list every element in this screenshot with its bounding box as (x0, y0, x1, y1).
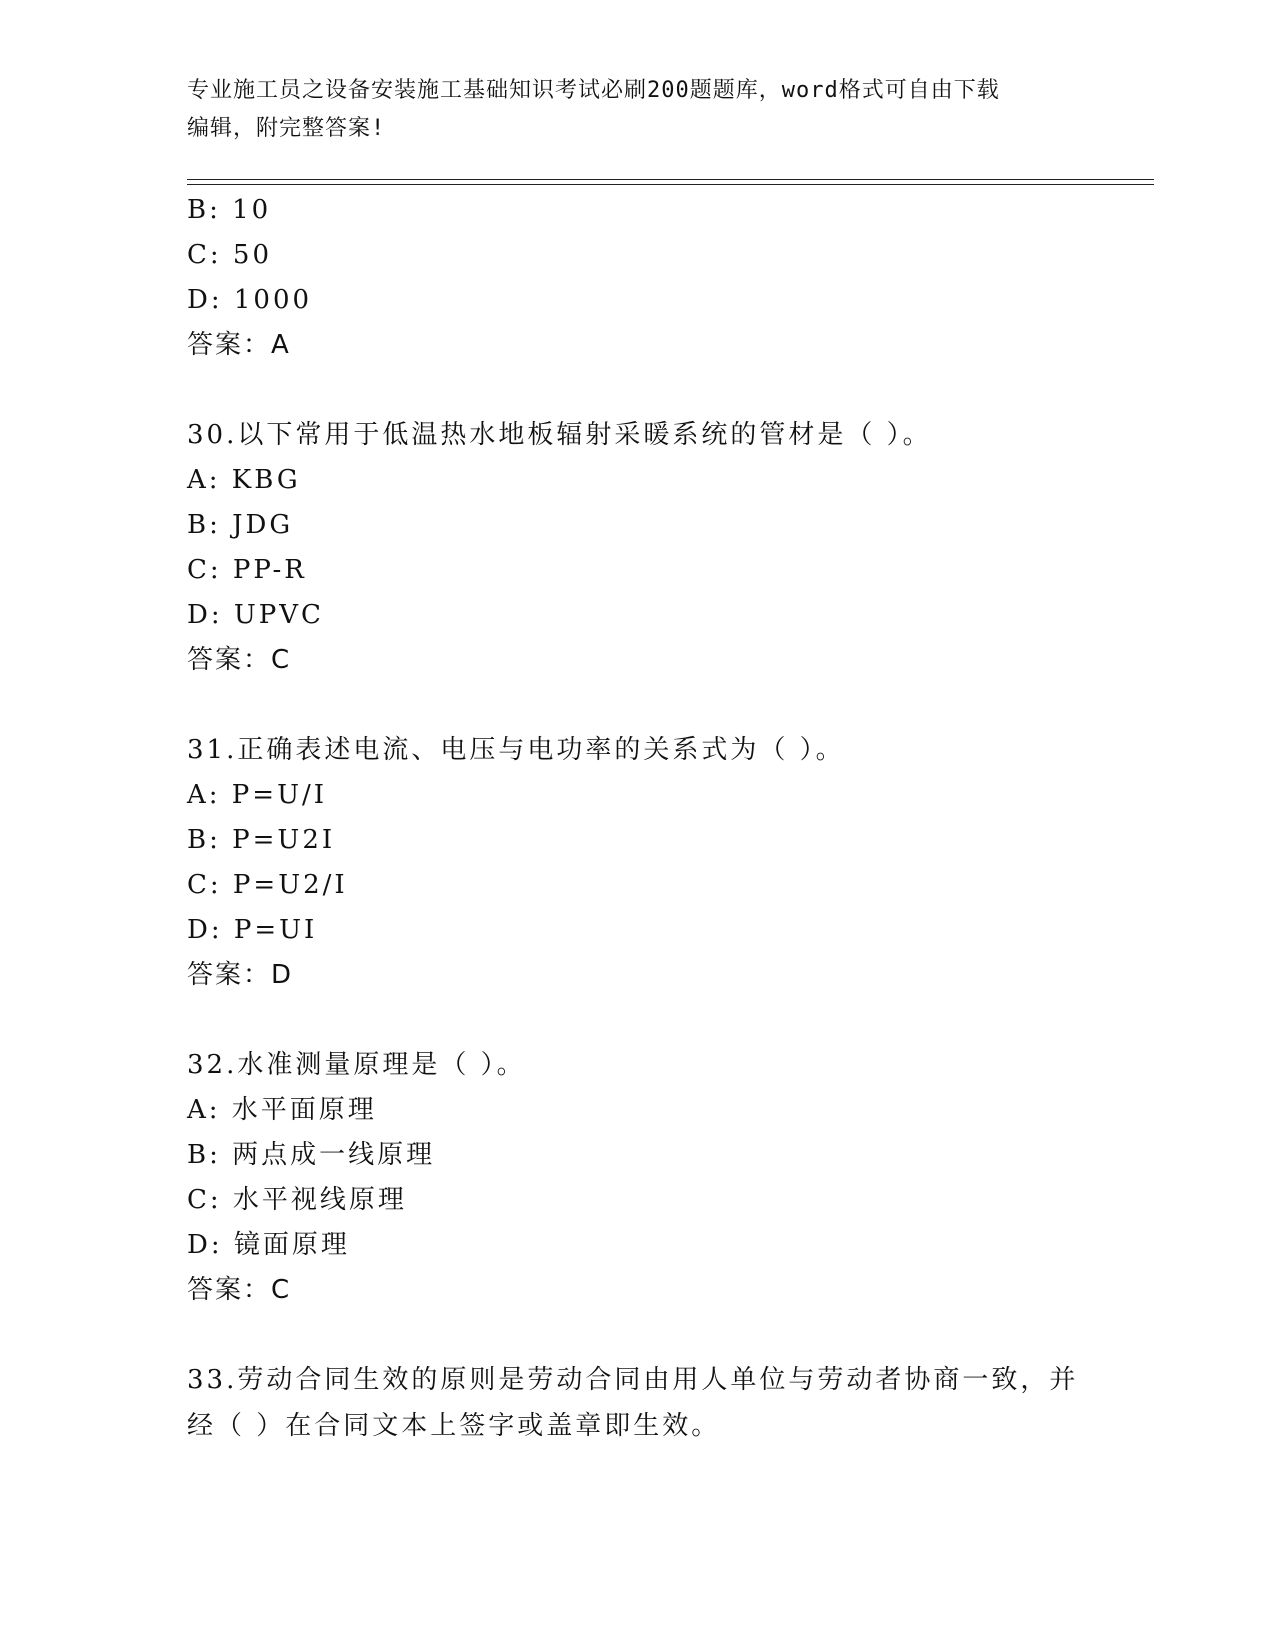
q29-option-c: C: 50 (187, 240, 273, 270)
q29-option-d: D: 1000 (187, 285, 313, 315)
q32-answer: 答案：C (187, 1275, 292, 1305)
q32-option-d: D: 镜面原理 (187, 1230, 350, 1260)
document-header (187, 72, 1087, 148)
q33-stem-line2: 经（ ）在合同文本上签字或盖章即生效。 (187, 1411, 721, 1441)
q30-option-c: C: PP-R (187, 555, 307, 585)
header-divider-bottom (187, 184, 1154, 185)
q30-option-b: B: JDG (187, 510, 294, 540)
q31-option-d: D: P=UI (187, 915, 318, 945)
q31-option-a: A: P=U/I (187, 780, 328, 810)
q30-option-d: D: UPVC (187, 600, 324, 630)
header-title-line1: 专业施工员之设备安装施工基础知识考试必刷200题题库，word格式可自由下载 (187, 78, 1000, 103)
header-divider-top (187, 179, 1154, 180)
q33-stem-line1: 33.劳动合同生效的原则是劳动合同由用人单位与劳动者协商一致，并 (187, 1365, 1079, 1395)
q30-answer: 答案：C (187, 645, 292, 675)
q31-option-b: B: P=U2I (187, 825, 336, 855)
q29-answer: 答案：A (187, 330, 291, 360)
q32-option-c: C: 水平视线原理 (187, 1185, 407, 1215)
q30-stem: 30.以下常用于低温热水地板辐射采暖系统的管材是（ ）。 (187, 420, 932, 450)
q31-answer: 答案：D (187, 960, 294, 990)
q29-option-b: B: 10 (187, 195, 272, 225)
q32-option-b: B: 两点成一线原理 (187, 1140, 436, 1170)
q32-option-a: A: 水平面原理 (187, 1095, 377, 1125)
q31-option-c: C: P=U2/I (187, 870, 348, 900)
header-title-line2: 编辑，附完整答案! (187, 116, 386, 141)
q31-stem: 31.正确表述电流、电压与电功率的关系式为（ ）。 (187, 735, 845, 765)
q32-stem: 32.水准测量原理是（ ）。 (187, 1050, 526, 1080)
q30-option-a: A: KBG (187, 465, 301, 495)
q33-stem (187, 1357, 1087, 1449)
